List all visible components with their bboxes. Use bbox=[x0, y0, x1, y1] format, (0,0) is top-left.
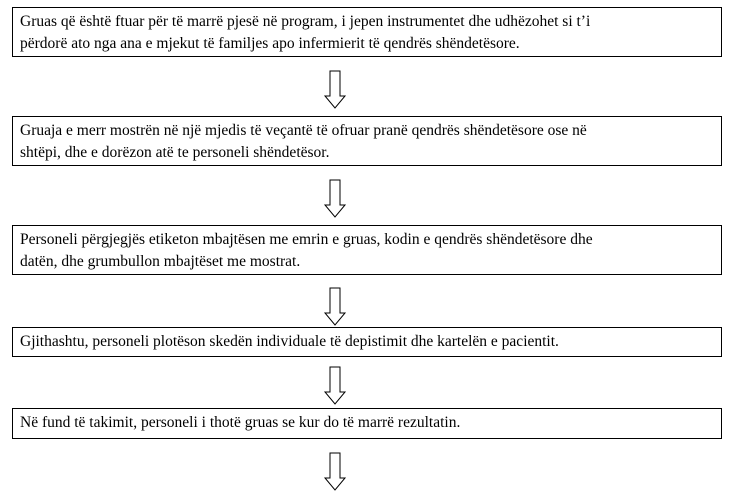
down-arrow-icon bbox=[323, 452, 347, 492]
flow-step-5 bbox=[12, 408, 722, 439]
down-arrow-icon bbox=[323, 70, 347, 110]
flow-step-5-line-1: Në fund të takimit, personeli i thotë gruas se kur do të marrë rezultatin. bbox=[20, 414, 461, 431]
flow-step-1 bbox=[12, 7, 722, 57]
flow-step-1-line-2: përdorë ato nga ana e mjekut të familjes apo infermierit të qendrës shëndetësore. bbox=[20, 35, 520, 52]
down-arrow-icon bbox=[323, 179, 347, 219]
down-arrow-icon bbox=[323, 287, 347, 327]
flow-step-1-line-1: Gruas që është ftuar për të marrë pjesë në program, i jepen instrumentet dhe udhëzohet si t’i bbox=[20, 13, 591, 30]
flow-step-3-line-1: Personeli përgjegjës etiketon mbajtësen me emrin e gruas, kodin e qendrës shëndetësore dhe bbox=[20, 231, 593, 248]
flow-step-2 bbox=[12, 116, 722, 166]
flow-step-4-line-1: Gjithashtu, personeli plotëson skedën individuale të depistimit dhe kartelën e pacientit. bbox=[20, 333, 559, 350]
flow-step-4 bbox=[12, 327, 722, 357]
flow-step-2-line-2: shtëpi, dhe e dorëzon atë te personeli shëndetësor. bbox=[20, 144, 330, 161]
flow-step-3-line-2: datën, dhe grumbullon mbajtëset me mostrat. bbox=[20, 253, 301, 270]
flow-step-2-line-1: Gruaja e merr mostrën në një mjedis të veçantë të ofruar pranë qendrës shëndetësore ose në bbox=[20, 122, 587, 139]
down-arrow-icon bbox=[323, 366, 347, 406]
flow-step-3 bbox=[12, 225, 722, 275]
